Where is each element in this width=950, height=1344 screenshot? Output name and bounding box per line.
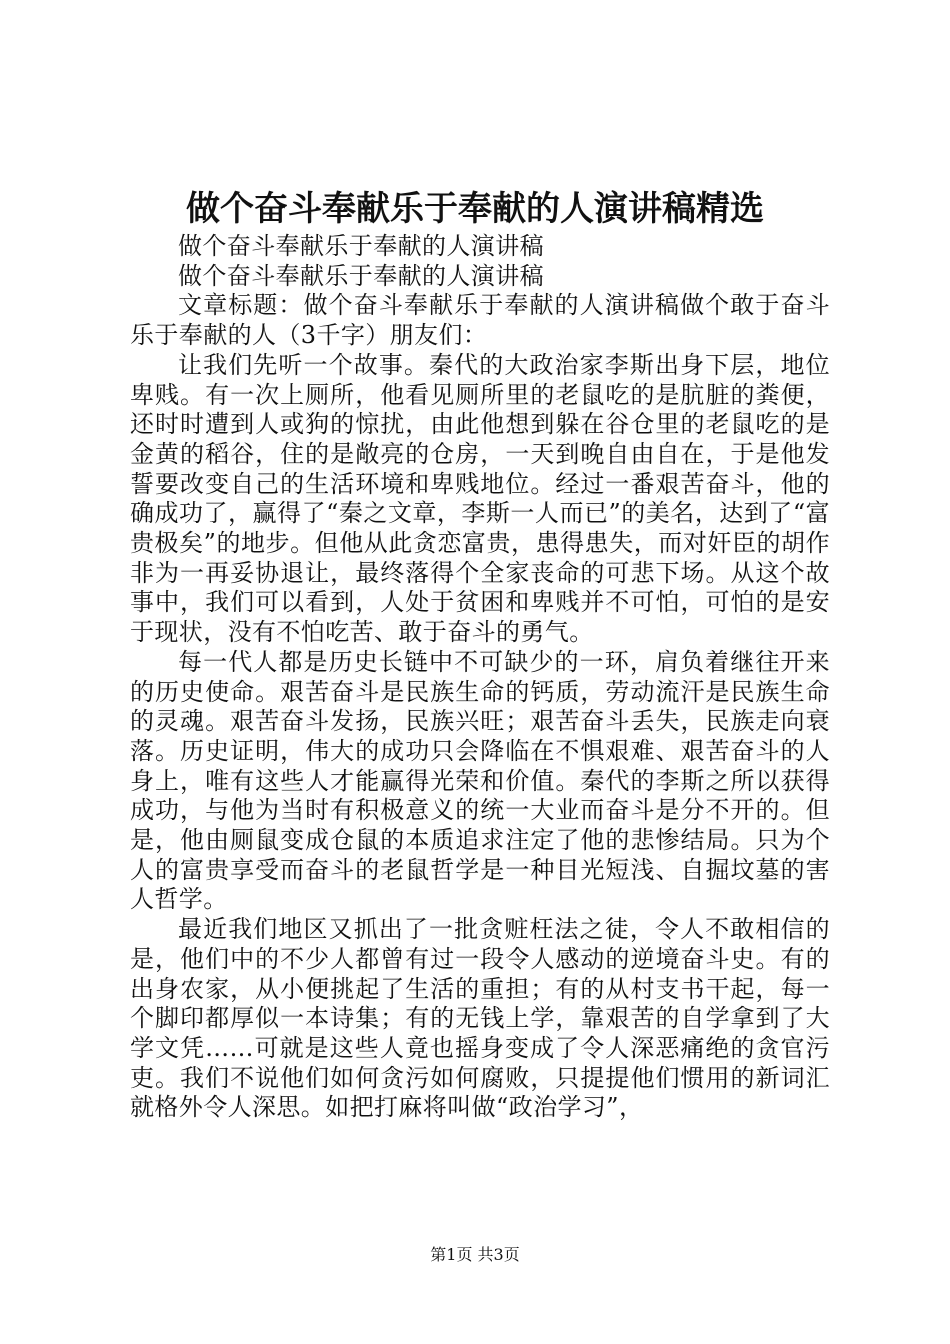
paragraph-subtitle-1: 做个奋斗奉献乐于奉献的人演讲稿 xyxy=(178,232,544,260)
page-footer: 第1页 共3页 xyxy=(430,1245,520,1264)
paragraph-article-heading: 文章标题：做个奋斗奉献乐于奉献的人演讲稿做个敢于奋斗乐于奉献的人（3千字）朋友们： xyxy=(130,291,830,350)
paragraph-historical-mission: 每一代人都是历史长链中不可缺少的一环，肩负着继往开来的历史使命。艰苦奋斗是民族生命的钙质，劳动流汗是民族生命的灵魂。艰苦奋斗发扬，民族兴旺；艰苦奋斗丢失，民族走向衰落。历史证明，伟大的成功只会降临在不惧艰难、艰苦奋斗的人身上，唯有这些人才能赢得光荣和价值。秦代的李斯之所以获得成功，与他为当时有积极意义的统一大业而奋斗是分不开的。但是，他由厕鼠变成仓鼠的本质追求注定了他的悲惨结局。只为个人的富贵享受而奋斗的老鼠哲学是一种目光短浅、自掘坟墓的害人哲学。 xyxy=(130,647,830,914)
paragraph-li-si-story: 让我们先听一个故事。秦代的大政治家李斯出身下层，地位卑贱。有一次上厕所，他看见厕所里的老鼠吃的是肮脏的粪便，还时时遭到人或狗的惊扰，由此他想到躲在谷仓里的老鼠吃的是金黄的稻谷，住的是敞亮的仓房，一天到晚自由自在，于是他发誓要改变自己的生活环境和卑贱地位。经过一番艰苦奋斗，他的确成功了，赢得了“秦之文章，李斯一人而已”的美名，达到了“富贵极矣”的地步。但他从此贪恋富贵，患得患失，而对奸臣的胡作非为一再妥协退让，最终落得个全家丧命的可悲下场。从这个故事中，我们可以看到，人处于贫困和卑贱并不可怕，可怕的是安于现状，没有不怕吃苦、敢于奋斗的勇气。 xyxy=(130,350,830,647)
paragraph-corrupt-officials: 最近我们地区又抓出了一批贪赃枉法之徒，令人不敢相信的是，他们中的不少人都曾有过一段令人感动的逆境奋斗史。有的出身农家，从小便挑起了生活的重担；有的从村支书干起，每一个脚印都厚似一本诗集；有的无钱上学，靠艰苦的自学拿到了大学文凭……可就是这些人竟也摇身变成了令人深恶痛绝的贪官污吏。我们不说他们如何贪污如何腐败，只提提他们惯用的新词汇就格外令人深思。如把打麻将叫做“政治学习”， xyxy=(130,915,830,1122)
document-body xyxy=(130,232,830,1123)
paragraph-subtitle-2: 做个奋斗奉献乐于奉献的人演讲稿 xyxy=(178,261,544,290)
document-title: 做个奋斗奉献乐于奉献的人演讲稿精选 xyxy=(186,189,764,229)
